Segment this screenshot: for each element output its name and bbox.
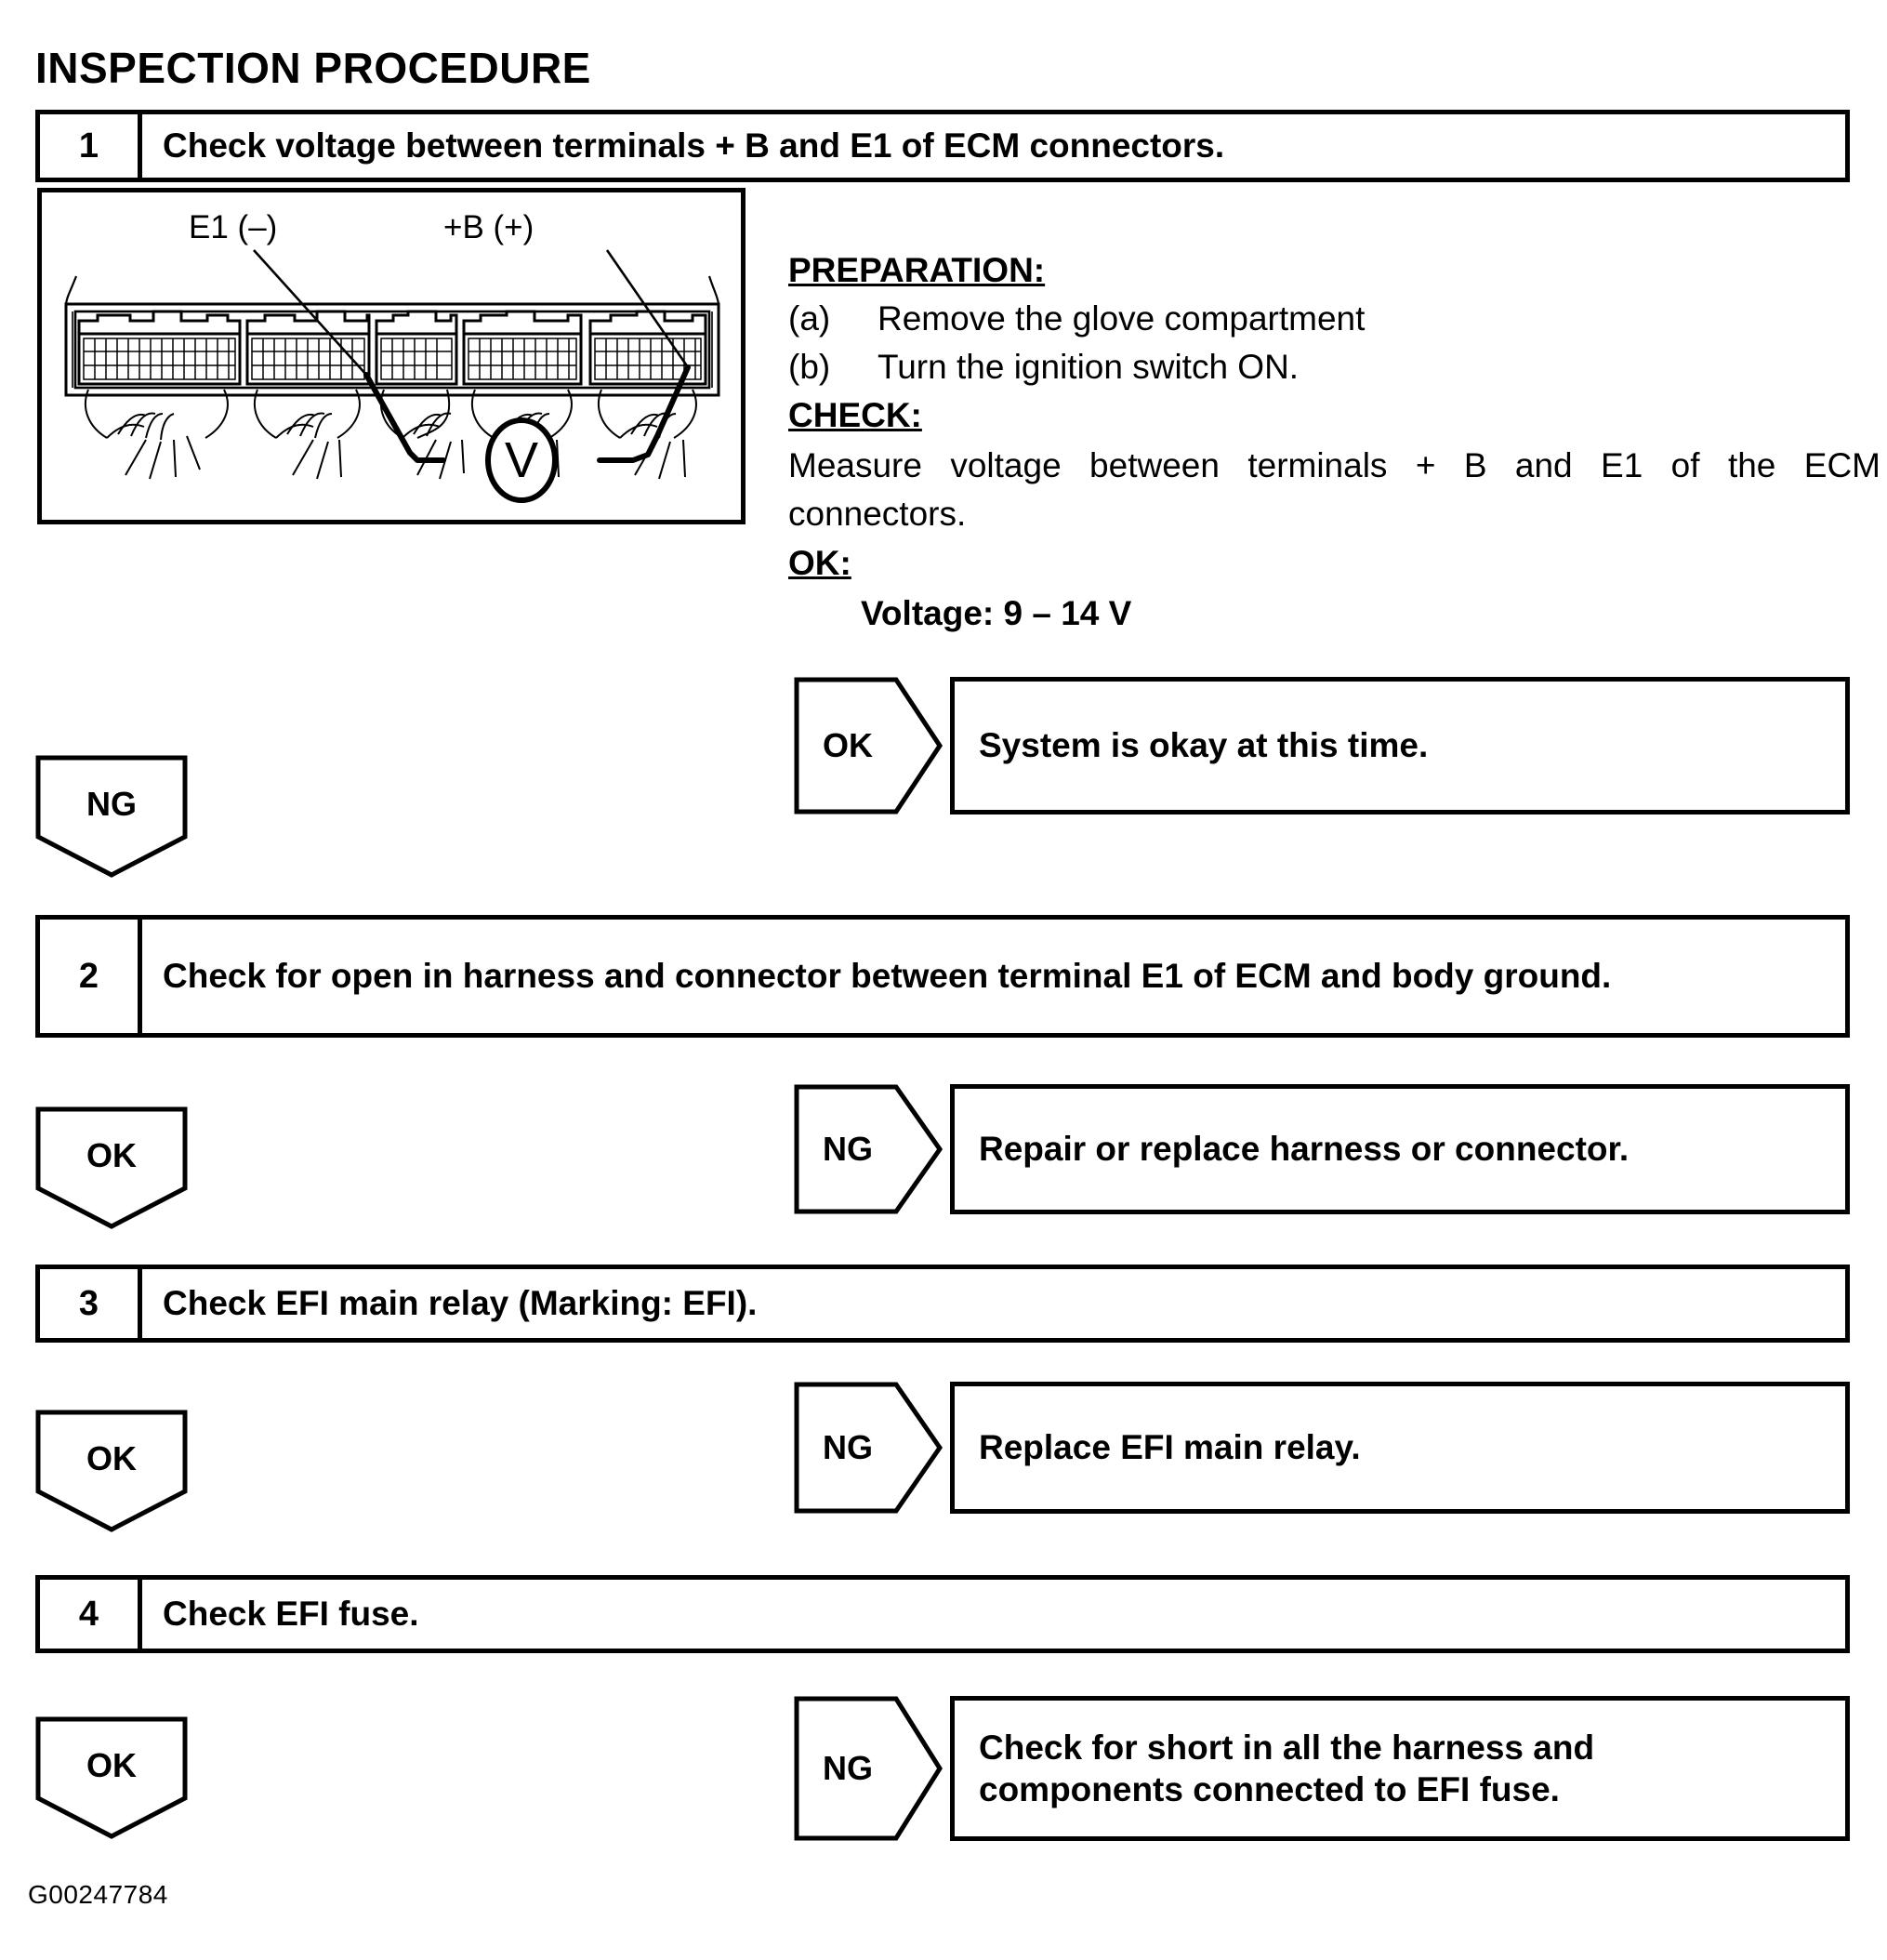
step-1-ng-tag [35, 755, 188, 878]
svg-text:V: V [504, 432, 539, 488]
check-text: Measure voltage between terminals + B and E1 of the ECM connectors. [788, 445, 1880, 533]
instruction-panel [788, 249, 1885, 634]
step-4-bar [35, 1575, 1850, 1653]
step-2-text: Check for open in harness and connector between terminal E1 of ECM and body ground. [163, 957, 1612, 996]
step-2-number: 2 [40, 920, 142, 1033]
figure-label-plus-b: +B (+) [443, 209, 534, 245]
step-2-ng-tag [794, 1084, 943, 1214]
page-title: INSPECTION PROCEDURE [35, 44, 591, 92]
connector-drawing [42, 192, 741, 520]
step-4-ok-tag-label: OK [86, 1746, 137, 1784]
step-4-ng-result-text-line2: components connected to EFI fuse. [979, 1770, 1560, 1808]
step-2-ng-tag-label: NG [823, 1130, 873, 1168]
step-3-bar [35, 1265, 1850, 1343]
preparation-item [788, 297, 1885, 342]
step-3-ng-result-box [950, 1382, 1850, 1514]
step-1-text: Check voltage between terminals + B and E1 of ECM connectors. [163, 126, 1225, 166]
step-2-ng-result-box [950, 1084, 1850, 1214]
figure-reference-code: G00247784 [28, 1880, 168, 1909]
ecm-connector-figure [37, 188, 746, 524]
ok-heading: OK: [788, 543, 851, 582]
step-3-text: Check EFI main relay (Marking: EFI). [163, 1284, 758, 1323]
step-2-bar [35, 915, 1850, 1038]
preparation-item-text: Turn the ignition switch ON. [878, 347, 1300, 386]
step-1-ok-tag [794, 677, 943, 814]
preparation-heading: PREPARATION: [788, 251, 1046, 289]
step-4-ng-result-text-line1: Check for short in all the harness and [979, 1728, 1595, 1767]
step-3-number: 3 [40, 1269, 142, 1338]
step-4-text: Check EFI fuse. [163, 1595, 419, 1634]
step-3-ng-result-text: Replace EFI main relay. [979, 1428, 1361, 1467]
step-3-ng-tag-label: NG [823, 1428, 873, 1466]
step-3-ok-tag-label: OK [86, 1439, 137, 1477]
step-3-ng-tag [794, 1382, 943, 1514]
step-1-ng-tag-label: NG [86, 785, 137, 823]
step-2-ng-result-text: Repair or replace harness or connector. [979, 1130, 1630, 1169]
step-1-bar [35, 110, 1850, 182]
preparation-item-marker: (a) [788, 299, 831, 338]
step-1-ok-tag-label: OK [823, 726, 873, 764]
step-4-ok-tag [35, 1716, 188, 1839]
step-4-ng-tag-label: NG [823, 1749, 873, 1787]
preparation-item-text: Remove the glove compartment [878, 299, 1366, 338]
step-2-ok-tag-label: OK [86, 1136, 137, 1174]
ok-voltage-value: Voltage: 9 – 14 V [861, 593, 1132, 632]
preparation-item-marker: (b) [788, 347, 831, 386]
step-2-ok-tag [35, 1106, 188, 1229]
step-4-ng-tag [794, 1696, 943, 1841]
step-1-number: 1 [40, 114, 142, 178]
preparation-item [788, 345, 1885, 391]
step-1-ok-result-text: System is okay at this time. [979, 726, 1429, 765]
step-3-ok-tag [35, 1410, 188, 1532]
step-4-ng-result-box [950, 1696, 1850, 1841]
figure-label-e1: E1 (–) [189, 209, 278, 245]
check-heading: CHECK: [788, 395, 922, 434]
step-4-number: 4 [40, 1580, 142, 1649]
step-1-ok-result-box [950, 677, 1850, 814]
